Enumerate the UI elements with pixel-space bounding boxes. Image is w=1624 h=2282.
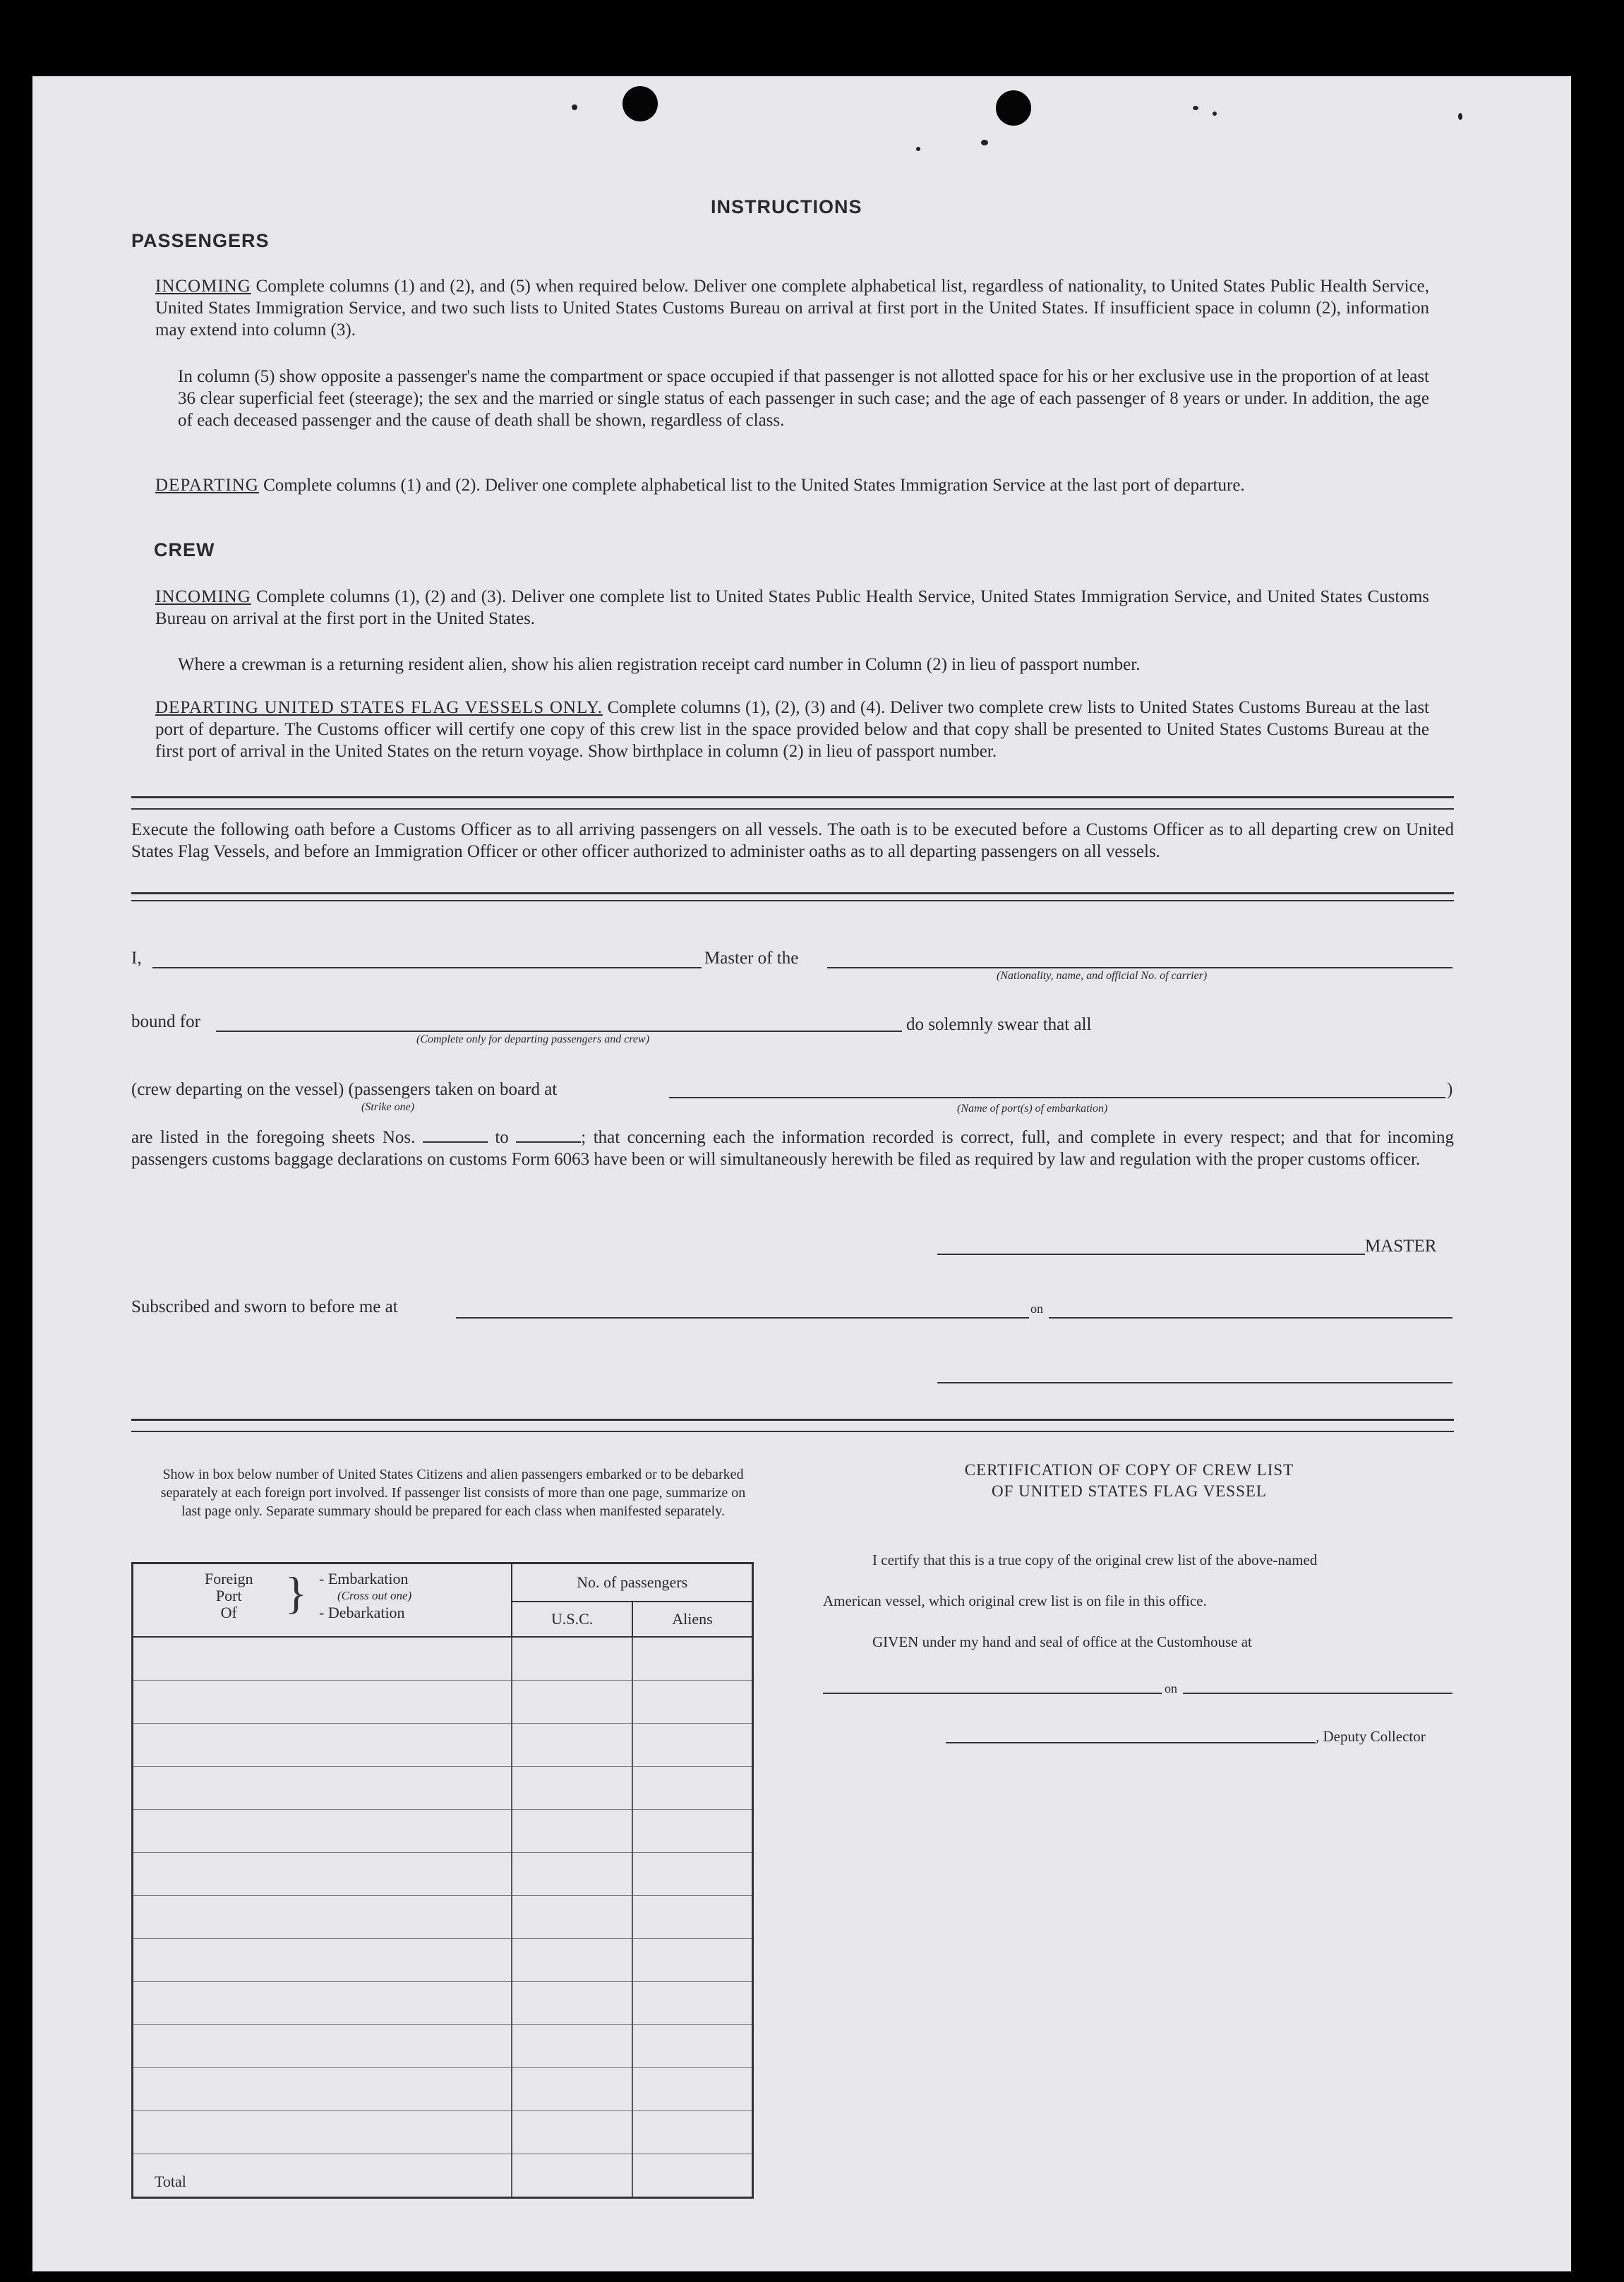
crew-heading: CREW [154, 539, 215, 560]
listed-to: to [495, 1128, 509, 1147]
section-divider [131, 796, 1454, 810]
ports-caption: (Name of port(s) of embarkation) [957, 1103, 1108, 1115]
passengers-incoming-label: INCOMING [155, 277, 251, 296]
passengers-incoming-block [155, 275, 1429, 341]
usc-cell[interactable] [512, 1895, 632, 1938]
crew-incoming-block [155, 586, 1429, 630]
summary-row [133, 1938, 753, 1981]
carrier-field[interactable] [827, 967, 1452, 968]
aliens-cell[interactable] [632, 2024, 753, 2067]
debarkation-label: - Debarkation [319, 1604, 405, 1621]
summary-row [133, 1981, 753, 2024]
aliens-cell[interactable] [632, 1938, 753, 1981]
passengers-incoming-text: Complete columns (1) and (2), and (5) when required below. Deliver one complete alphabetical list, regardless of nationality, to United States Public Health Service, United States Immigration Service, and two such lists to United States Customs Bureau on arrival at first port in the United States. If insufficient space in column (2), information may extend into column (3). [155, 277, 1430, 340]
port-cell[interactable] [133, 1723, 512, 1766]
speck [981, 140, 988, 145]
summary-note: Show in box below number of United States Citizens and alien passengers embarked or to be debarked separately at each foreign port involved. If passenger list consists of more than one page, summarize on last page only. Separate summary should be prepared for each class when manifested separately. [160, 1467, 746, 1519]
aliens-cell[interactable] [632, 1723, 753, 1766]
speck [572, 104, 577, 110]
summary-row [133, 1637, 753, 1680]
deputy-signature-field[interactable] [946, 1742, 1316, 1743]
foreign-label: Foreign [205, 1570, 253, 1587]
speck [1193, 106, 1198, 110]
total-label: Total [133, 2154, 512, 2197]
port-cell[interactable] [133, 1852, 512, 1895]
crew-resident-text: Where a crewman is a returning resident alien, show his alien registration receipt card number in Column (2) in lieu of passport number. [178, 655, 1141, 674]
passengers-departing-block [155, 474, 1429, 496]
crew-departing-label: DEPARTING UNITED STATES FLAG VESSELS ONLY. [155, 698, 603, 717]
embarkation-ports-field[interactable] [669, 1097, 1445, 1098]
port-cell[interactable] [133, 2110, 512, 2154]
bound-for-caption: (Complete only for departing passengers and crew) [416, 1033, 650, 1045]
usc-cell[interactable] [512, 1766, 632, 1809]
passenger-summary-table [131, 1562, 754, 2199]
certify-text-a: I certify that this is a true copy of the original crew list of the above-named [872, 1551, 1318, 1568]
aliens-cell[interactable] [632, 1766, 753, 1809]
master-of-the-label: Master of the [704, 949, 799, 968]
listed-text-b: ; that concerning each the information recorded is correct, full, and complete in every respect; and that for incoming passengers customs baggage declarations on customs Form 6063 have been or will simultaneously herewith be filed as required by law and regulation with the proper customs officer. [131, 1128, 1455, 1169]
usc-cell[interactable] [512, 1680, 632, 1723]
sheet-to-field[interactable] [516, 1141, 581, 1143]
certification-title-line1: CERTIFICATION OF COPY OF CREW LIST [964, 1461, 1294, 1479]
summary-row [133, 2024, 753, 2067]
port-cell[interactable] [133, 1938, 512, 1981]
subscribed-label: Subscribed and sworn to before me at [131, 1297, 398, 1316]
oath-i-label: I, [131, 949, 142, 968]
master-signature-field[interactable] [937, 1254, 1365, 1255]
summary-row [133, 1766, 753, 1809]
of-label: Of [220, 1604, 237, 1621]
usc-cell[interactable] [512, 2067, 632, 2110]
master-label: MASTER [1365, 1237, 1437, 1256]
customhouse-field[interactable] [823, 1693, 1162, 1694]
usc-cell[interactable] [512, 1852, 632, 1895]
sworn-on-label: on [1030, 1302, 1043, 1316]
section-divider [131, 892, 1454, 901]
listed-statement [131, 1127, 1454, 1170]
port-cell[interactable] [133, 1680, 512, 1723]
swear-label: do solemnly swear that all [906, 1015, 1092, 1034]
page-title: INSTRUCTIONS [711, 196, 862, 217]
usc-cell[interactable] [512, 1809, 632, 1852]
section-divider [131, 1419, 1454, 1432]
aliens-cell[interactable] [632, 1981, 753, 2024]
total-aliens-cell[interactable] [632, 2154, 753, 2197]
aliens-cell[interactable] [632, 1895, 753, 1938]
close-paren: ) [1447, 1080, 1453, 1099]
usc-cell[interactable] [512, 1981, 632, 2024]
passengers-departing-text: Complete columns (1) and (2). Deliver one complete alphabetical list to the United States Immigration Service at the last port of departure. [263, 476, 1245, 495]
aliens-cell[interactable] [632, 2067, 753, 2110]
usc-cell[interactable] [512, 2110, 632, 2154]
certify-text-b: American vessel, which original crew list is on file in this office. [823, 1592, 1207, 1609]
aliens-cell[interactable] [632, 2110, 753, 2154]
punch-hole-right [996, 90, 1031, 126]
port-cell[interactable] [133, 1766, 512, 1809]
port-cell[interactable] [133, 2024, 512, 2067]
crew-incoming-label: INCOMING [155, 587, 251, 606]
cross-out-label: (Cross out one) [337, 1589, 412, 1602]
usc-cell[interactable] [512, 1938, 632, 1981]
usc-cell[interactable] [512, 1637, 632, 1680]
embarkation-label: - Embarkation [319, 1570, 409, 1587]
certification-date-field[interactable] [1183, 1693, 1452, 1694]
bound-for-label: bound for [131, 1012, 200, 1031]
summary-row [133, 1895, 753, 1938]
summary-row [133, 2110, 753, 2154]
usc-cell[interactable] [512, 1723, 632, 1766]
speck [916, 147, 920, 151]
sworn-date-field[interactable] [1049, 1317, 1452, 1319]
summary-row [133, 1723, 753, 1766]
port-cell[interactable] [133, 1637, 512, 1680]
crew-departing-block [155, 697, 1429, 762]
aliens-cell[interactable] [632, 1852, 753, 1895]
sheet-from-field[interactable] [423, 1141, 488, 1143]
aliens-cell[interactable] [632, 1680, 753, 1723]
passengers-departing-label: DEPARTING [155, 476, 259, 495]
usc-header: U.S.C. [512, 1602, 632, 1637]
summary-row [133, 1809, 753, 1852]
given-text: GIVEN under my hand and seal of office at the Customhouse at [872, 1633, 1252, 1650]
punch-hole-left [622, 86, 658, 121]
aliens-cell[interactable] [632, 1637, 753, 1680]
port-label: Port [215, 1587, 242, 1604]
bound-for-field[interactable] [216, 1031, 902, 1032]
master-name-field[interactable] [152, 967, 702, 968]
usc-cell[interactable] [512, 2024, 632, 2067]
total-usc-cell[interactable] [512, 2154, 632, 2197]
column5-text: In column (5) show opposite a passenger's name the compartment or space occupied if that passenger is not allotted space for his or her exclusive use in the proportion of at least 36 clear superficial feet (steerage); the sex and the married or single status of each passenger in such case; and the age of each passenger of 8 years or under. In addition, the age of each deceased passenger and the cause of death shall be shown, regardless of class. [178, 367, 1429, 430]
summary-row [133, 1852, 753, 1895]
port-cell[interactable] [133, 1981, 512, 2024]
speck [1458, 113, 1462, 120]
summary-row [133, 1680, 753, 1723]
no-of-passengers-header: No. of passengers [512, 1563, 752, 1602]
certification-title-line2: OF UNITED STATES FLAG VESSEL [992, 1482, 1267, 1500]
aliens-cell[interactable] [632, 1809, 753, 1852]
carrier-caption: (Nationality, name, and official No. of carrier) [997, 970, 1208, 982]
speck [1213, 112, 1217, 116]
strike-one-caption: (Strike one) [361, 1101, 415, 1113]
deputy-collector-label: , Deputy Collector [1316, 1728, 1426, 1745]
port-cell[interactable] [133, 1895, 512, 1938]
oath-intro: Execute the following oath before a Customs Officer as to all arriving passengers on all vessels. The oath is to be executed before a Customs Officer as to all departing crew on United States Flag Vessels, and before an Immigration Officer or other officer authorized to administer oaths as to all departing passengers on all vessels. [131, 820, 1454, 861]
port-cell[interactable] [133, 2067, 512, 2110]
officer-signature-field[interactable] [937, 1382, 1452, 1383]
crew-incoming-text: Complete columns (1), (2) and (3). Deliver one complete list to United States Public Health Service, United States Immigration Service, and United States Customs Bureau on arrival at the first port in the United States. [155, 587, 1430, 628]
crew-departing-text: Complete columns (1), (2), (3) and (4). Deliver two complete crew lists to United States Customs Bureau at the last port of departure. The Customs officer will certify one copy of this crew list in the space provided below and that copy shall be presented to United States Customs Bureau at the first port of arrival in the United States on the return voyage. Show birthplace in column (2) in lieu of passport number. [155, 698, 1429, 761]
passengers-heading: PASSENGERS [131, 230, 270, 251]
certification-title [840, 1460, 1419, 1502]
port-cell[interactable] [133, 1809, 512, 1852]
sworn-place-field[interactable] [456, 1317, 1029, 1319]
crew-departing-strike-label: (crew departing on the vessel) (passengers taken on board at [131, 1080, 558, 1099]
listed-text-a: are listed in the foregoing sheets Nos. [131, 1128, 416, 1147]
aliens-header: Aliens [632, 1602, 753, 1637]
foreign-port-header: Foreign Port Of } - Embarkation (Cross out one) - Debarkation [133, 1563, 512, 1638]
summary-row [133, 2067, 753, 2110]
certification-on-label: on [1165, 1681, 1177, 1695]
